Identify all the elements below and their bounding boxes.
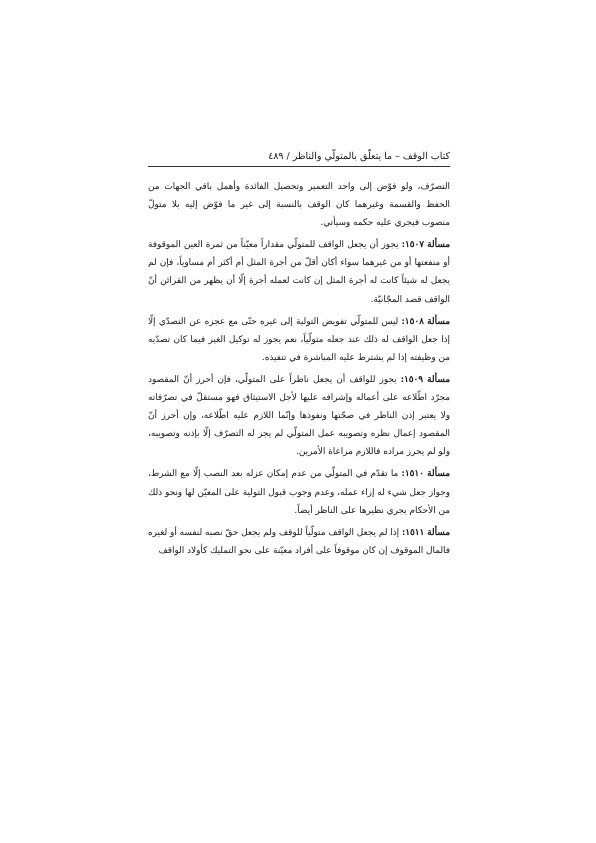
issue-number: ١٥٠٩: (400, 374, 424, 385)
paragraph-text: التصرّف، ولو فوّض إلى واحد التعمير وتحصيل الفائدة وأهمل باقي الجهات من الحفظ والقسمة وغيرهما كان الوقف بالنسبة إلى غير ما فوّض إليه بلا متولّ منصوب فيجري عليه حكمه وسيأتي. (148, 182, 450, 229)
issue-1511 (148, 524, 450, 560)
paragraph-continuation (148, 178, 450, 232)
issue-number: ١٥١١: (401, 527, 425, 538)
issue-1508 (148, 313, 450, 367)
issue-label: مسألة (427, 374, 450, 385)
paragraph-text: يجوز للواقف أن يجعل ناظراً على المتولّي، فإن أحرز أنّ المقصود مجرّد اطّلاعه على أعماله وإشرافه عليها لأجل الاستيثاق فهو مستقلّ في تصرّفاته ولا يعتبر إذن الناظر في صحّتها ونفوذها وإنّما اللازم عليه اطّلاعه، وإن أحرز أنّ المقصود إعمال نظره وتصويبه عمل المتولّي لم يجز له التصرّف إلّا بإذنه وتصويبه، ولو لم يحرز مراده فاللازم مراعاة الأمرين. (148, 374, 450, 458)
paragraph-text: إذا لم يجعل الواقف متولّياً للوقف ولم يجعل حقّ نصبه لنفسه أو لغيره فالمال الموقوف إن كان موقوفاً على أفراد معيّنة على نحو التمليك كأولاد الواقف (148, 527, 450, 556)
issue-1510 (148, 465, 450, 519)
paragraph-text: يجوز أن يجعل الواقف للمتولّي مقداراً معيّناً من ثمرة العين الموقوفة أو منفعتها أو من غيرهما سواء أكان أقلّ من أجرة المثل أم أكثر أم مساوياً، فإن لم يجعل له شيئاً كانت له أجرة المثل إن كانت لعمله أجرة إلّا أن يظهر من القرائن أنّ الواقف قصد المجّانيّة. (148, 240, 450, 305)
running-header (148, 150, 450, 167)
issue-1509 (148, 371, 450, 461)
issue-number: ١٥٠٧: (401, 240, 425, 251)
issue-label: مسألة (427, 527, 450, 538)
issue-label: مسألة (427, 469, 450, 480)
document-page (148, 150, 450, 564)
issue-label: مسألة (427, 316, 451, 327)
paragraph-text: ما تقدّم في المتولّي من عدم إمكان عزله بعد النصب إلّا مع الشرط، وجواز جعل شيء له إزاء عمله، وعدم وجوب قبول التولية على المعيّن لها ونحو ذلك من الأحكام يجري نظيرها على الناظر أيضاً. (148, 469, 450, 516)
book-title-text: كتاب الوقف – ما يتعلّق بالمتولّي والناظر (292, 151, 450, 162)
page-number: ٤٨٩ (268, 151, 284, 162)
issue-number: ١٥١٠: (401, 469, 424, 480)
issue-1507 (148, 236, 450, 308)
paragraph-text: ليس للمتولّي تفويض التولية إلى غيره حتّى مع عجزه عن التصدّي إلّا إذا جعل الواقف له ذلك عند جعله متولّياً، نعم يجوز له توكيل الغير فيما كان تصدّيه من وظيفته إذا لم يشترط عليه المباشرة في تنفيذه. (148, 316, 450, 363)
header-separator: / (286, 151, 290, 162)
issue-label: مسألة (427, 240, 450, 251)
issue-number: ١٥٠٨: (401, 316, 424, 327)
book-title (268, 150, 450, 164)
body-text (148, 178, 450, 560)
